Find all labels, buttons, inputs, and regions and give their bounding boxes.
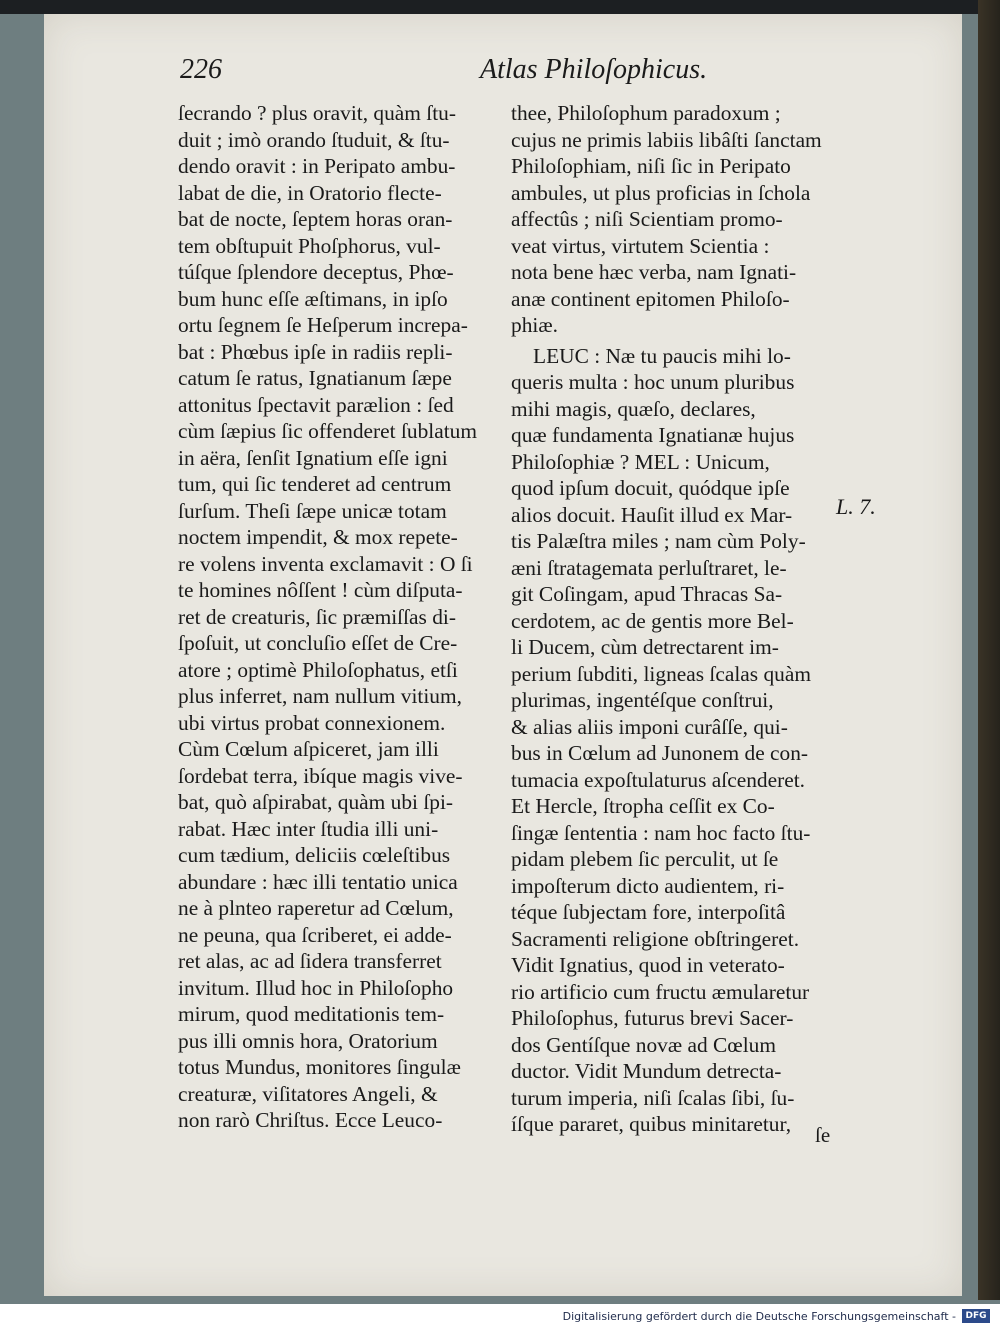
text-line: dos Gentíſque novæ ad Cœlum xyxy=(511,1032,776,1057)
text-line: mirum, quod meditationis tem- xyxy=(178,1002,445,1026)
text-line: plurimas, ingentéſque conſtrui, xyxy=(511,688,774,712)
text-line: anæ continent epitomen Philoſo- xyxy=(511,286,790,311)
text-line: ſecrando ? plus oravit, quàm ſtu- xyxy=(178,101,456,125)
text-line: impoſterum dicto audientem, ri- xyxy=(511,873,785,898)
text-line: íſque pararet, quibus minitaretur, xyxy=(511,1112,792,1136)
text-line: ſpoſuit, ut concluſio eſſet de Cre- xyxy=(178,631,458,655)
text-line: phiæ. xyxy=(511,313,558,337)
text-line: queris multa : hoc unum pluribus xyxy=(511,370,795,394)
text-line: ortu ſegnem ſe Heſperum increpa- xyxy=(178,313,468,337)
text-line: túſque ſplendore deceptus, Phœ- xyxy=(178,260,454,284)
text-line: tumacia expoſtulaturus aſcenderet. xyxy=(511,767,805,792)
footer-credit: Digitalisierung gefördert durch die Deutsche Forschungsgemeinschaft - xyxy=(562,1310,956,1323)
text-line: Et Hercle, ſtropha ceſſit ex Co- xyxy=(511,794,775,818)
text-line: te homines nôſſent ! cùm diſputa- xyxy=(178,578,463,602)
text-line: téque ſubjectam fore, interpoſitâ xyxy=(511,900,786,924)
text-line: rio artificio cum fructu æmularetur xyxy=(511,979,810,1004)
footer-bar xyxy=(0,1304,1000,1331)
text-line: quod ipſum docuit, quódque ipſe xyxy=(511,476,790,500)
text-line: in aëra, ſenſit Ignatium eſſe igni xyxy=(178,445,448,470)
text-line: cerdotem, ac de gentis more Bel- xyxy=(511,608,794,633)
page-header xyxy=(180,54,708,94)
text-line: pus illi omnis hora, Oratorium xyxy=(178,1028,438,1053)
scan-border-top xyxy=(0,0,1000,14)
text-line: Philoſophiam, niſi ſic in Peripato xyxy=(511,154,791,178)
text-line: ſurſum. Theſi ſæpe unicæ totam xyxy=(178,498,447,523)
text-line: bat, quò aſpirabat, quàm ubi ſpi- xyxy=(178,790,454,814)
text-line: labat de die, in Oratorio flecte- xyxy=(178,180,442,205)
text-line: catum ſe ratus, Ignatianum ſæpe xyxy=(178,366,452,390)
text-line: noctem impendit, & mox repete- xyxy=(178,525,458,549)
margin-note: L. 7. xyxy=(836,494,876,519)
right-text-column xyxy=(511,100,843,1138)
catchword: ſe xyxy=(815,1123,831,1147)
text-line: totus Mundus, monitores ſingulæ xyxy=(178,1055,461,1079)
text-line: ret alas, ac ad ſidera transferret xyxy=(178,949,442,973)
text-line: ambules, ut plus proficias in ſchola xyxy=(511,180,811,205)
text-line: perium ſubditi, ligneas ſcalas quàm xyxy=(511,661,811,686)
text-line: bus in Cœlum ad Junonem de con- xyxy=(511,741,809,765)
scan-border-right xyxy=(978,0,1000,1300)
text-line: duit ; imò orando ſtuduit, & ſtu- xyxy=(178,127,450,152)
text-line: ductor. Vidit Mundum detrecta- xyxy=(511,1059,782,1083)
text-line: æni ſtratagemata perluſtraret, le- xyxy=(511,555,787,580)
dfg-logo-icon: DFG xyxy=(962,1309,990,1323)
text-line: pidam plebem ſic perculit, ut ſe xyxy=(511,847,779,871)
text-line: mihi magis, quæſo, declares, xyxy=(511,396,756,421)
text-line: & alias aliis imponi curâſſe, qui- xyxy=(511,714,788,739)
text-line: affectûs ; niſi Scientiam promo- xyxy=(511,207,783,231)
text-line: turum imperia, niſi ſcalas ſibi, ſu- xyxy=(511,1085,795,1110)
text-line: rabat. Hæc inter ſtudia illi uni- xyxy=(178,816,439,841)
text-line: cum tædium, deliciis cœleſtibus xyxy=(178,843,451,867)
text-line: tis Palæſtra miles ; nam cùm Poly- xyxy=(511,529,806,553)
text-line: bat de nocte, ſeptem horas oran- xyxy=(178,207,453,231)
text-line: Cùm Cœlum aſpiceret, jam illi xyxy=(178,737,439,761)
text-line: ſordebat terra, ibíque magis vive- xyxy=(178,763,463,788)
text-line: plus inferret, nam nullum vitium, xyxy=(178,684,462,708)
text-line: atore ; optimè Philoſophatus, etſi xyxy=(178,657,458,682)
text-line: ubi virtus probat connexionem. xyxy=(178,710,446,735)
text-line: ne à plnteo raperetur ad Cœlum, xyxy=(178,896,454,920)
text-line: ſingæ ſententia : nam hoc facto ſtu- xyxy=(511,820,811,845)
text-line: git Coſingam, apud Thracas Sa- xyxy=(511,582,783,606)
text-line: Philoſophus, futurus brevi Sacer- xyxy=(511,1006,794,1030)
text-line: tem obſtupuit Phoſphorus, vul- xyxy=(178,233,441,258)
text-line: tum, qui ſic tenderet ad centrum xyxy=(178,472,452,496)
text-line: dendo oravit : in Peripato ambu- xyxy=(178,154,456,178)
text-line: cujus ne primis labiis libâſti ſanctam xyxy=(511,127,822,152)
text-line: Vidit Ignatius, quod in veterato- xyxy=(511,953,785,977)
text-line: re volens inventa exclamavit : O ſi xyxy=(178,551,473,576)
text-line: attonitus ſpectavit parælion : ſed xyxy=(178,392,454,417)
text-line: nota bene hæc verba, nam Ignati- xyxy=(511,260,797,284)
text-line: ne peuna, qua ſcriberet, ei adde- xyxy=(178,922,452,947)
text-line: Sacramenti religione obſtringeret. xyxy=(511,926,800,951)
text-line: li Ducem, cùm detrectarent im- xyxy=(511,635,779,659)
text-line: cùm ſæpius ſic offenderet ſublatum xyxy=(178,419,478,443)
text-line: creaturæ, viſitatores Angeli, & xyxy=(178,1081,438,1106)
text-line: Philoſophiæ ? MEL : Unicum, xyxy=(511,449,770,474)
text-line: veat virtus, virtutem Scientia : xyxy=(511,233,770,258)
text-line: LEUC : Næ tu paucis mihi lo- xyxy=(533,343,791,368)
page-number: 226 xyxy=(180,54,222,85)
text-line: quæ fundamenta Ignatianæ hujus xyxy=(511,423,795,447)
text-line: thee, Philoſophum paradoxum ; xyxy=(511,101,781,125)
text-line: bat : Phœbus ipſe in radiis repli- xyxy=(178,339,453,364)
text-line: alios docuit. Hauſit illud ex Mar- xyxy=(511,502,793,527)
left-text-column xyxy=(178,100,504,1134)
running-title: Atlas Philoſophicus. xyxy=(480,54,708,85)
text-line: invitum. Illud hoc in Philoſopho xyxy=(178,975,454,1000)
text-line: abundare : hæc illi tentatio unica xyxy=(178,869,458,894)
text-line: ret de creaturis, ſic præmiſſas di- xyxy=(178,604,456,629)
text-line: non rarò Chriſtus. Ecce Leuco- xyxy=(178,1108,443,1132)
text-line: bum hunc eſſe æſtimans, in ipſo xyxy=(178,286,448,311)
